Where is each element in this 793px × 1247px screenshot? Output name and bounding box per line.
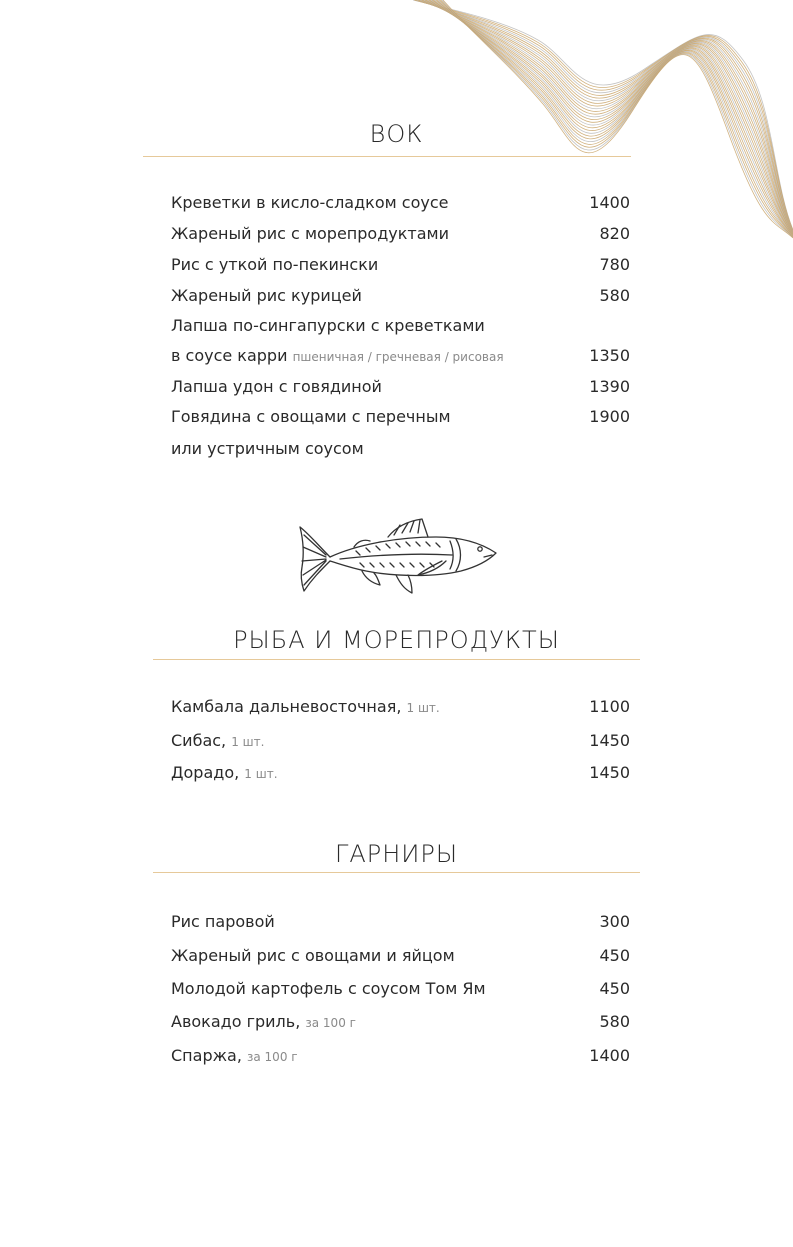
menu-item: Креветки в кисло-сладком соусе 1400	[171, 193, 630, 212]
item-note: 1 шт.	[244, 767, 278, 781]
item-note: за 100 г	[305, 1016, 356, 1030]
item-note: пшеничная / гречневая / рисовая	[292, 350, 504, 364]
section-divider	[153, 659, 640, 660]
menu-item: Жареный рис курицей 580	[171, 286, 630, 305]
item-note: 1 шт.	[406, 701, 440, 715]
fish-illustration-icon	[296, 515, 502, 595]
menu-item: или устричным соусом	[171, 439, 364, 458]
item-note: за 100 г	[247, 1050, 298, 1064]
section-divider	[143, 156, 631, 157]
menu-item: Лапша по-сингапурски с креветками	[171, 316, 485, 335]
menu-item: Молодой картофель с соусом Том Ям 450	[171, 979, 630, 998]
section-title-garnishes: ГАРНИРЫ	[334, 840, 459, 868]
menu-item: в соусе карри пшеничная / гречневая / рисовая 1350	[171, 346, 630, 365]
menu-item: Рис с уткой по-пекински 780	[171, 255, 630, 274]
menu-item: Спаржа, за 100 г 1400	[171, 1046, 630, 1065]
section-title-wok: ВОК	[369, 120, 424, 148]
menu-item: Камбала дальневосточная, 1 шт. 1100	[171, 697, 630, 716]
menu-item: Жареный рис с овощами и яйцом 450	[171, 946, 630, 965]
menu-item: Лапша удон с говядиной 1390	[171, 377, 630, 396]
menu-item: Сибас, 1 шт. 1450	[171, 731, 630, 750]
item-note: 1 шт.	[231, 735, 265, 749]
menu-item: Авокадо гриль, за 100 г 580	[171, 1012, 630, 1031]
section-title-fish-seafood: РЫБА И МОРЕПРОДУКТЫ	[233, 626, 560, 654]
menu-item: Рис паровой 300	[171, 912, 630, 931]
menu-item: Дорадо, 1 шт. 1450	[171, 763, 630, 782]
section-divider	[153, 872, 640, 873]
menu-item: Жареный рис с морепродуктами 820	[171, 224, 630, 243]
menu-item: Говядина с овощами с перечным 1900	[171, 407, 630, 426]
